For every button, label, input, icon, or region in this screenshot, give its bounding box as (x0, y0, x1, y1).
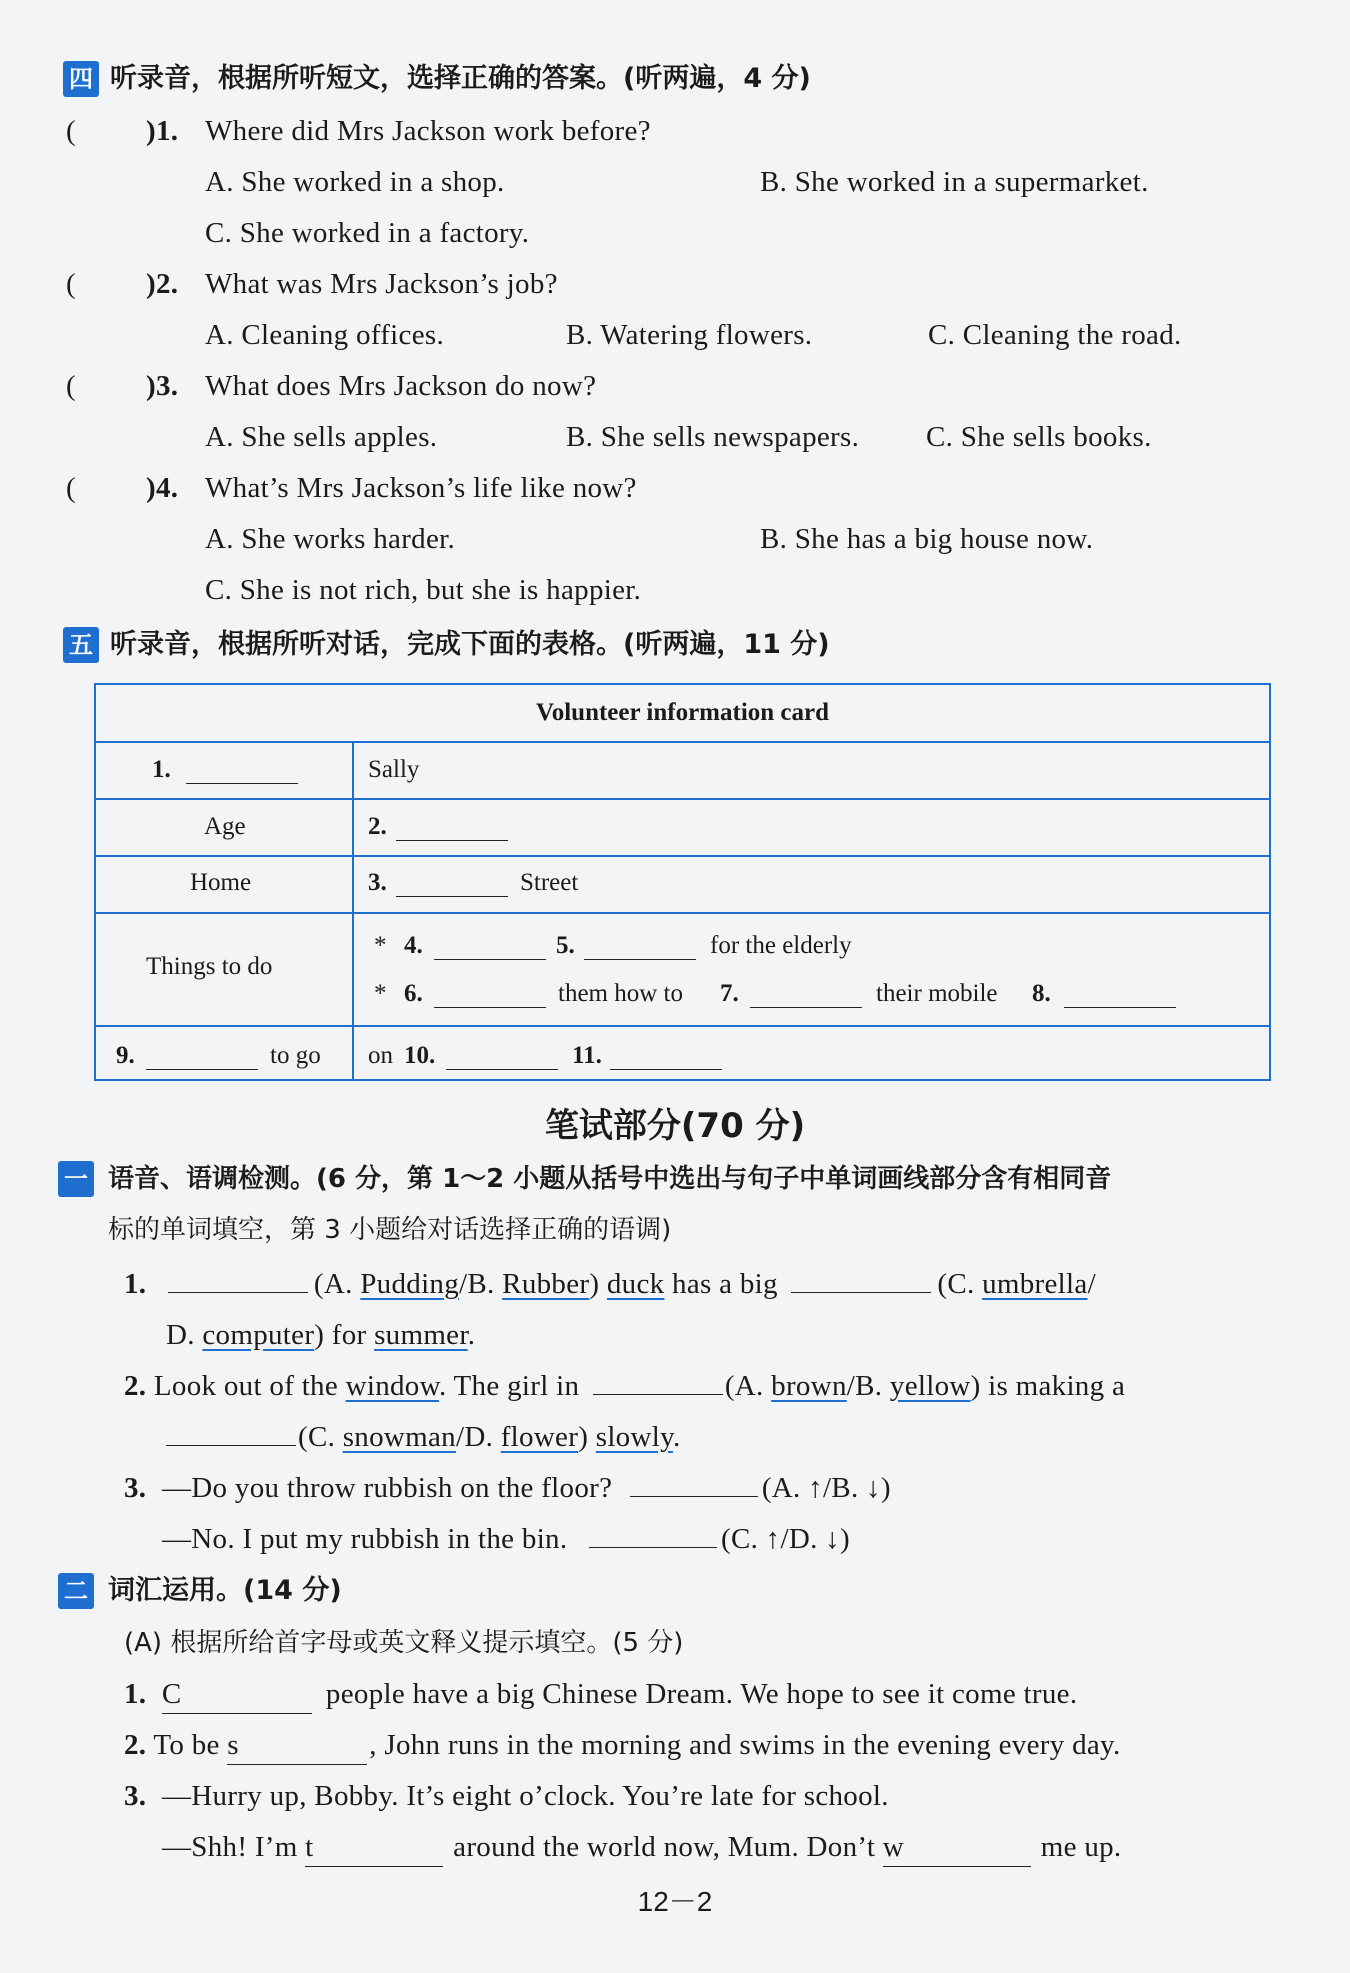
row4-star-1: * (374, 932, 387, 959)
word-summer: summer (374, 1319, 468, 1351)
w2-q2-number: 2. (124, 1729, 147, 1761)
w1-q1-number: 1. (124, 1268, 147, 1300)
word-umbrella: umbrella (982, 1268, 1088, 1300)
w2-q2-line: 2. To be s , John runs in the morning and swims in the evening every day. (124, 1726, 1121, 1765)
w2-q1-blank[interactable]: C (162, 1675, 312, 1714)
blank-8[interactable] (1064, 981, 1176, 1008)
row3-after: Street (520, 869, 579, 896)
row3-number: 3. (368, 869, 387, 896)
blank-10[interactable] (446, 1043, 558, 1070)
w2-q3-line1: —Hurry up, Bobby. It’s eight o’clock. You’re late for school. (162, 1780, 889, 1812)
section-badge-w2: 二 (58, 1573, 94, 1609)
q1-number: )1. (146, 115, 179, 147)
q3-option-a: A. She sells apples. (205, 421, 438, 453)
row2-number: 2. (368, 813, 387, 840)
page-number: 12－2 (637, 1886, 713, 1917)
row4-number-7: 7. (720, 980, 739, 1007)
q2-option-a: A. Cleaning offices. (205, 319, 445, 351)
q1-option-c: C. She worked in a factory. (205, 217, 530, 249)
row4-label: Things to do (146, 953, 273, 980)
word-window: window (345, 1370, 439, 1402)
row4-text-1: for the elderly (710, 932, 852, 959)
written-part-title: 笔试部分(70 分) (544, 1106, 806, 1146)
w1-q1-line2: D. computer) for summer. (166, 1319, 476, 1351)
w1-q3-line1: —Do you throw rubbish on the floor? (A. ↑/B. ↓) (162, 1472, 891, 1504)
row5-number-10: 10. (404, 1042, 436, 1069)
section-badge-w1: 一 (58, 1161, 94, 1197)
q3-text: What does Mrs Jackson do now? (205, 370, 597, 402)
w1-q3-options-1: (A. ↑/B. ↓) (761, 1472, 891, 1504)
w1-q3-options-2: (C. ↑/D. ↓) (720, 1523, 850, 1555)
blank-11[interactable] (610, 1043, 722, 1070)
row4-number-4: 4. (404, 932, 423, 959)
row4-number-6: 6. (404, 980, 423, 1007)
q1-option-b: B. She worked in a supermarket. (760, 166, 1149, 198)
w2-subtitle: (A) 根据所给首字母或英文释义提示填空。(5 分) (124, 1628, 684, 1658)
q4-option-c: C. She is not rich, but she is happier. (205, 574, 642, 606)
q2-paren: ( (66, 268, 76, 300)
w1-q2-number: 2. (124, 1370, 147, 1402)
w2-q3-number: 3. (124, 1780, 147, 1812)
q4-paren: ( (66, 472, 76, 504)
word-rubber: Rubber (502, 1268, 590, 1300)
w1-q3-blank-2[interactable] (589, 1521, 717, 1548)
section-badge-4: 四 (63, 61, 99, 97)
w2-title: 词汇运用。(14 分) (108, 1575, 342, 1606)
table-header: Volunteer information card (535, 699, 830, 726)
blank-4[interactable] (434, 933, 546, 960)
w1-q2-line1: 2. Look out of the window. The girl in (A. brown/B. yellow) is making a (124, 1370, 1126, 1402)
w1-q3-line2: —No. I put my rubbish in the bin. (C. ↑/D. ↓) (162, 1523, 850, 1555)
w2-q3-blank-2[interactable]: w (883, 1828, 1031, 1867)
q1-option-a: A. She worked in a shop. (205, 166, 505, 198)
blank-6[interactable] (434, 981, 546, 1008)
q4-option-b: B. She has a big house now. (760, 523, 1094, 555)
blank-9[interactable] (146, 1043, 258, 1070)
q4-text: What’s Mrs Jackson’s life like now? (205, 472, 637, 504)
q3-number: )3. (146, 370, 179, 402)
w1-title-line2: 标的单词填空，第 3 小题给对话选择正确的语调) (108, 1215, 672, 1245)
w2-q3-line2: —Shh! I’m t around the world now, Mum. Don’t w me up. (162, 1828, 1121, 1867)
w1-q1-line1: 1. (A. Pudding/B. Rubber) duck has a big (C. umbrella/ (124, 1268, 1096, 1300)
row4-number-5: 5. (556, 932, 575, 959)
w1-q1-blank-1[interactable] (168, 1266, 308, 1293)
row5-on: on (368, 1042, 393, 1069)
word-computer: computer (202, 1319, 315, 1351)
word-duck: duck (606, 1268, 665, 1300)
q4-option-a: A. She works harder. (205, 523, 456, 555)
section-badge-5: 五 (63, 627, 99, 663)
row2-label: Age (204, 813, 246, 840)
section-4-title: 听录音，根据所听短文，选择正确的答案。(听两遍，4 分) (110, 63, 811, 94)
q2-option-c: C. Cleaning the road. (928, 319, 1182, 351)
q4-number: )4. (146, 472, 179, 504)
row5-number-9: 9. (116, 1042, 135, 1069)
w1-q2-blank-1[interactable] (593, 1368, 723, 1395)
row4-text-3: their mobile (876, 980, 998, 1007)
w1-q2-blank-2[interactable] (166, 1419, 296, 1446)
word-slowly: slowly (595, 1421, 673, 1453)
row4-text-2: them how to (558, 980, 683, 1007)
row5-number-11: 11. (572, 1042, 602, 1069)
q3-option-c: C. She sells books. (926, 421, 1152, 453)
w1-q1-blank-2[interactable] (791, 1266, 931, 1293)
blank-3[interactable] (396, 870, 508, 897)
word-pudding: Pudding (360, 1268, 460, 1300)
q2-number: )2. (146, 268, 179, 300)
word-yellow: yellow (889, 1370, 971, 1402)
blank-1[interactable] (186, 757, 298, 784)
q3-paren: ( (66, 370, 76, 402)
row1-value: Sally (368, 756, 420, 783)
blank-2[interactable] (396, 814, 508, 841)
w2-q2-blank[interactable]: s (227, 1726, 367, 1765)
word-snowman: snowman (342, 1421, 456, 1453)
q2-text: What was Mrs Jackson’s job? (205, 268, 558, 300)
row5-after: to go (270, 1042, 321, 1069)
blank-7[interactable] (750, 981, 862, 1008)
word-brown: brown (771, 1370, 847, 1402)
row1-number: 1. (152, 756, 171, 783)
row3-label: Home (190, 869, 252, 896)
q3-option-b: B. She sells newspapers. (566, 421, 860, 453)
section-5-title: 听录音，根据所听对话，完成下面的表格。(听两遍，11 分) (110, 629, 830, 660)
w1-title-line1: 语音、语调检测。(6 分，第 1～2 小题从括号中选出与句子中单词画线部分含有相同音 (108, 1164, 1112, 1194)
blank-5[interactable] (584, 933, 696, 960)
w2-q1-line: 1. C people have a big Chinese Dream. We hope to see it come true. (124, 1675, 1077, 1714)
w1-q2-line2: (C. snowman/D. flower) slowly. (166, 1418, 681, 1456)
w1-q3-blank-1[interactable] (630, 1470, 758, 1497)
q2-option-b: B. Watering flowers. (566, 319, 813, 351)
row4-star-2: * (374, 980, 387, 1007)
w1-q3-number: 3. (124, 1472, 147, 1504)
volunteer-information-table (94, 683, 1271, 1081)
q1-paren: ( (66, 115, 76, 147)
row4-number-8: 8. (1032, 980, 1051, 1007)
w2-q3-blank-1[interactable]: t (305, 1828, 443, 1867)
w2-q1-number: 1. (124, 1678, 147, 1710)
word-flower: flower (500, 1421, 579, 1453)
q1-text: Where did Mrs Jackson work before? (205, 115, 651, 147)
